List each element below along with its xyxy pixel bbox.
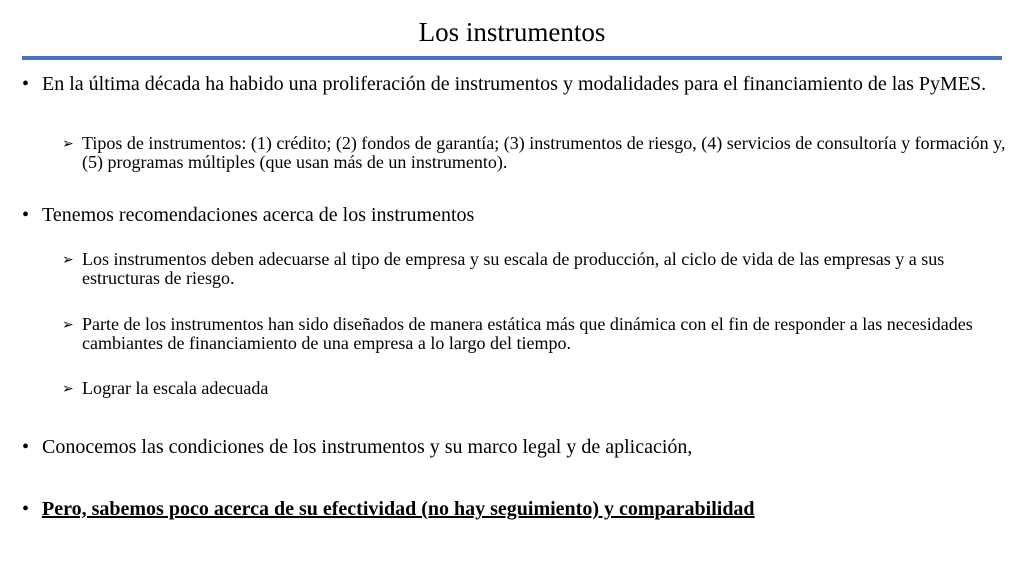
bullet-mark: • <box>22 73 30 95</box>
slide-title: Los instrumentos <box>418 17 606 47</box>
arrow-bullet-icon: ➢ <box>62 137 74 152</box>
sub-bullet-4 <box>62 379 1012 398</box>
bullet-2 <box>22 205 1002 226</box>
bullet-1 <box>22 74 1002 95</box>
bullet-mark: • <box>22 498 30 520</box>
sub-bullet-text: Los instrumentos deben adecuarse al tipo de empresa y su escala de producción, al ciclo de vida de las empresas y a sus estructuras de riesgo. <box>82 249 945 288</box>
bullet-4 <box>22 499 1002 520</box>
bullet-text: En la última década ha habido una proliferación de instrumentos y modalidades para el financiamiento de las PyMES. <box>42 73 987 95</box>
sub-bullet-3 <box>62 315 1017 353</box>
bullet-text: Tenemos recomendaciones acerca de los instrumentos <box>42 204 475 226</box>
emphasis-bullet-text: Pero, sabemos poco acerca de su efectividad (no hay seguimiento) y comparabilidad <box>42 498 755 520</box>
title-divider <box>22 56 1002 60</box>
bullet-text: Conocemos las condiciones de los instrumentos y su marco legal y de aplicación, <box>42 436 693 458</box>
bullet-3 <box>22 437 1002 458</box>
sub-bullet-text: Parte de los instrumentos han sido diseñados de manera estática más que dinámica con el fin de responder a las necesidades cambiantes de financiamiento de una empresa a lo largo del tiempo. <box>82 314 973 353</box>
arrow-bullet-icon: ➢ <box>62 318 74 333</box>
arrow-bullet-icon: ➢ <box>62 382 74 397</box>
sub-bullet-text: Tipos de instrumentos: (1) crédito; (2) fondos de garantía; (3) instrumentos de riesgo, (4) servicios de consultoría y formación y, (5) programas múltiples (que usan más de un instrumento). <box>82 133 1006 172</box>
arrow-bullet-icon: ➢ <box>62 253 74 268</box>
sub-bullet-text: Lograr la escala adecuada <box>82 378 269 398</box>
sub-bullet-1 <box>62 134 1012 172</box>
bullet-mark: • <box>22 204 30 226</box>
sub-bullet-2 <box>62 250 1012 288</box>
bullet-mark: • <box>22 436 30 458</box>
